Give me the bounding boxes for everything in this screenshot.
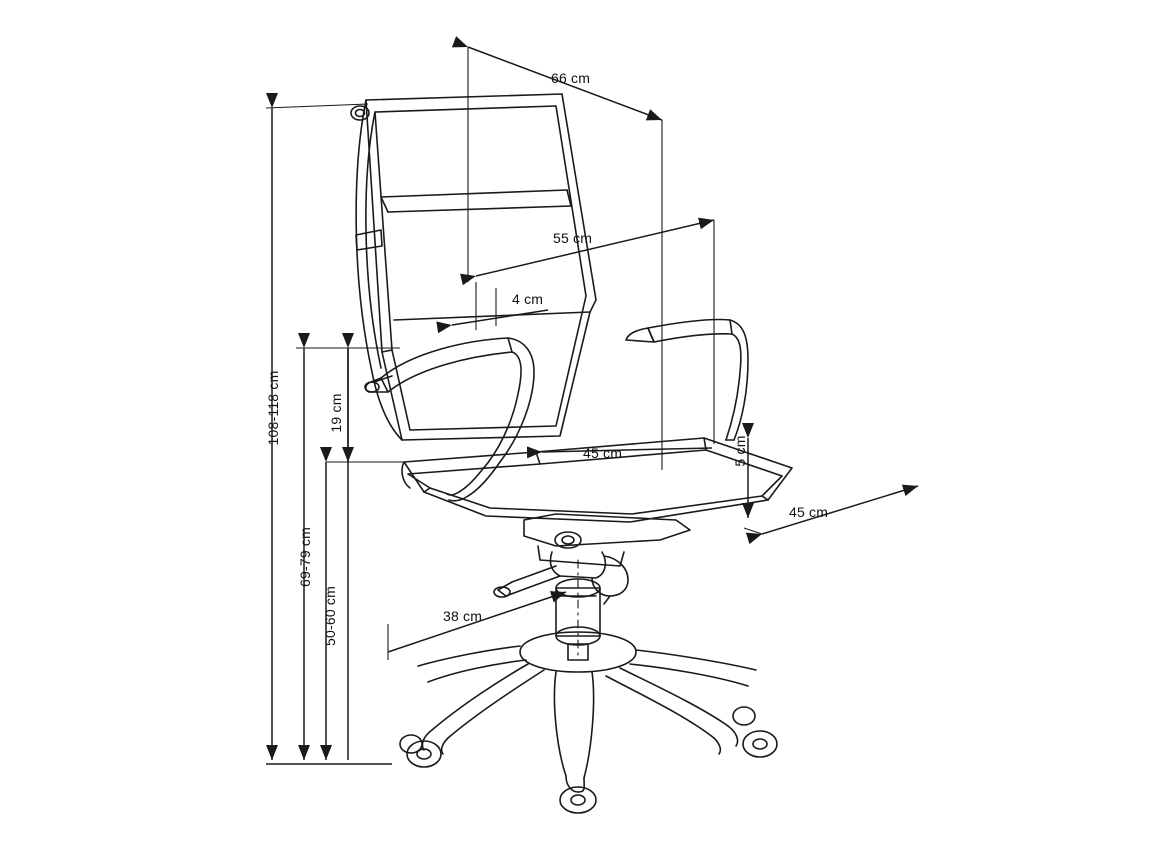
label-38cm: 38 cm [443, 608, 483, 624]
label-108-118cm: 108-118 cm [265, 370, 281, 446]
label-45cm-width: 45 cm [789, 504, 829, 520]
caster-wheel-front [560, 787, 596, 813]
dimension-line-38 [388, 592, 566, 660]
caster-wheel-front-left [407, 741, 441, 767]
caster-wheel-right [743, 731, 777, 757]
dimension-line-108-118 [266, 104, 368, 760]
dimension-line-55 [476, 220, 714, 444]
label-5cm: 5 cm [732, 435, 748, 467]
label-45cm-depth: 45 cm [583, 445, 623, 461]
label-50-60cm: 50-60 cm [322, 586, 338, 646]
dimension-line-45-width [744, 486, 918, 534]
label-55cm: 55 cm [553, 230, 593, 246]
tilt-mechanism [494, 514, 690, 660]
label-4cm: 4 cm [512, 291, 544, 307]
label-19cm: 19 cm [328, 393, 344, 433]
label-69-79cm: 69-79 cm [297, 527, 313, 587]
label-66cm: 66 cm [551, 70, 591, 86]
backrest-outline [351, 94, 596, 440]
armrest-right [626, 319, 748, 440]
armrest-left [365, 338, 534, 501]
